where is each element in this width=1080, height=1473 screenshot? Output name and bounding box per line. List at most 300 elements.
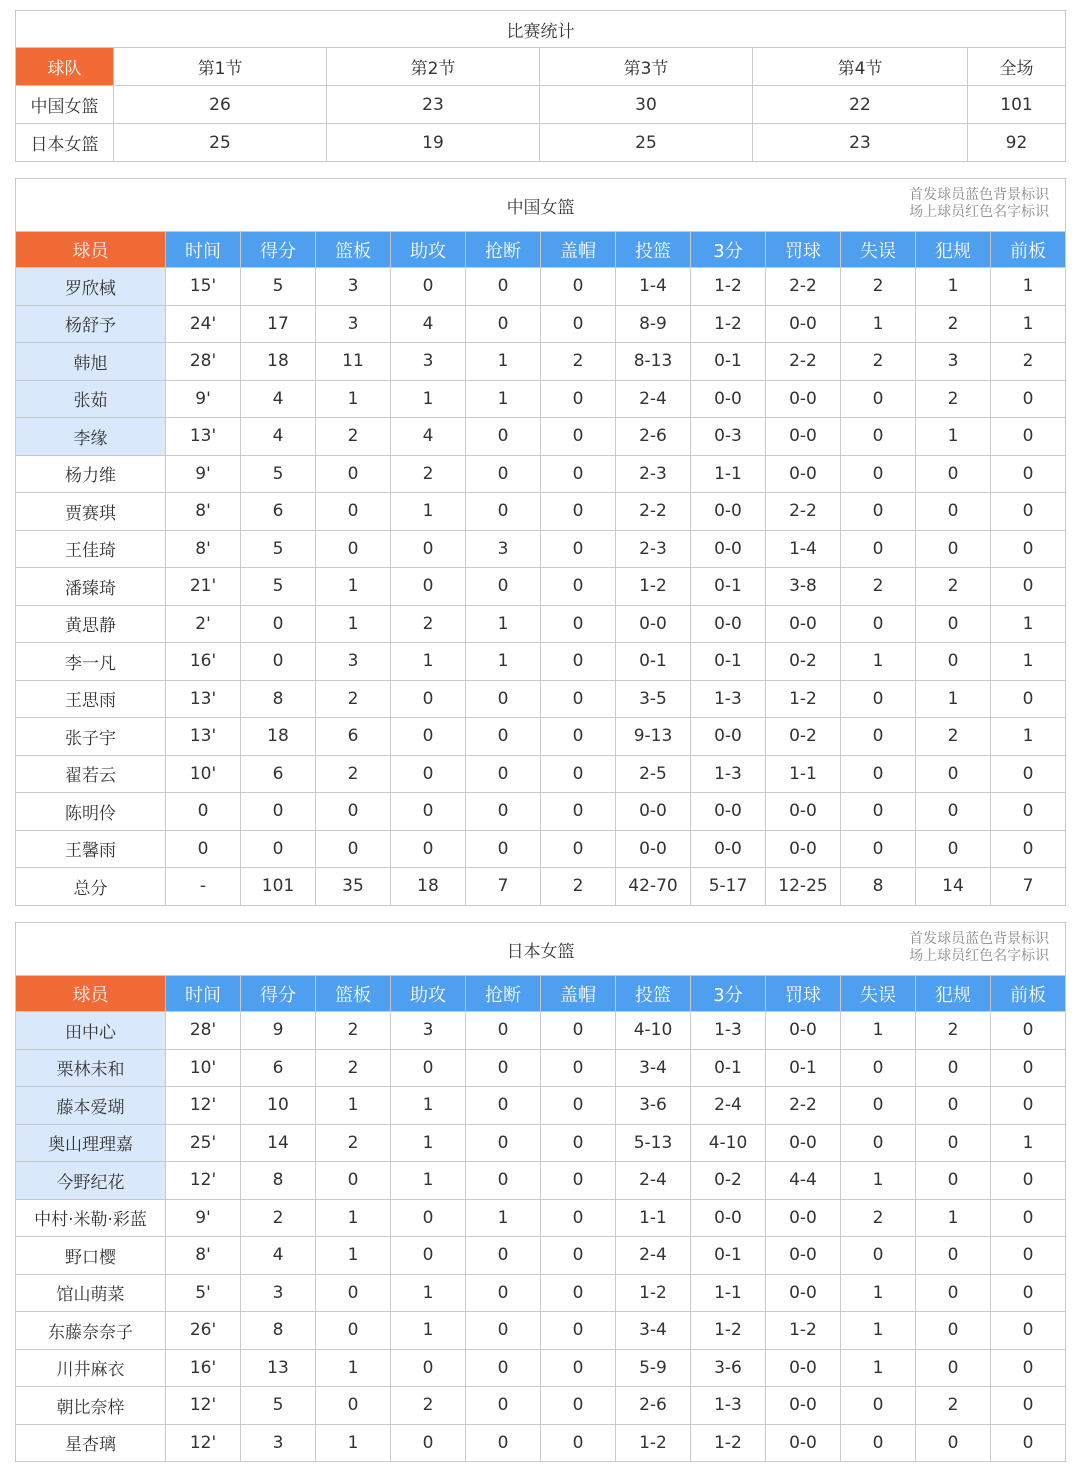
stat-cell: 0 <box>916 1312 991 1350</box>
stat-cell: 3 <box>466 530 541 568</box>
stat-cell: 0 <box>916 605 991 643</box>
stat-cell: 0 <box>241 793 316 831</box>
player-name: 翟若云 <box>16 755 166 793</box>
stat-cell: 3 <box>391 1012 466 1050</box>
stat-cell: 1 <box>391 643 466 681</box>
stat-cell: 13 <box>241 1349 316 1387</box>
team-column-header: 球队 <box>16 48 114 86</box>
stat-cell: 1 <box>991 605 1066 643</box>
stat-cell: 17 <box>241 305 316 343</box>
stat-cell: 0-0 <box>766 1424 841 1462</box>
quarter-header-row <box>16 48 1066 86</box>
stat-column-header: 犯规 <box>916 976 991 1012</box>
stat-cell: 1-2 <box>616 1424 691 1462</box>
quarter-row-japan <box>16 124 1066 162</box>
stat-cell: 2 <box>841 268 916 306</box>
stat-cell: 0-1 <box>691 343 766 381</box>
stat-cell: 12' <box>166 1087 241 1125</box>
stat-cell: 1 <box>316 605 391 643</box>
stat-cell: 2-4 <box>616 1237 691 1275</box>
stat-cell: 1 <box>841 1012 916 1050</box>
stat-cell: 1-1 <box>616 1199 691 1237</box>
q2-header: 第2节 <box>327 48 540 86</box>
player-row <box>16 1237 1066 1275</box>
stat-cell: 2 <box>541 343 616 381</box>
stat-cell: 1 <box>316 1087 391 1125</box>
stats-header-row <box>16 232 1066 268</box>
stat-column-header: 时间 <box>166 976 241 1012</box>
stat-cell: 0 <box>241 605 316 643</box>
player-name: 贾赛琪 <box>16 493 166 531</box>
player-column-header: 球员 <box>16 976 166 1012</box>
player-row <box>16 568 1066 606</box>
stat-cell: 1 <box>466 343 541 381</box>
stat-cell: 0 <box>916 1274 991 1312</box>
player-name: 星杏璃 <box>16 1424 166 1462</box>
stat-column-header: 助攻 <box>391 976 466 1012</box>
stat-cell: 1 <box>316 380 391 418</box>
stat-cell: 0 <box>391 530 466 568</box>
stat-cell: 0 <box>541 1349 616 1387</box>
quarter-table-title: 比赛统计 <box>16 11 1066 48</box>
player-name: 今野纪花 <box>16 1162 166 1200</box>
score-cell: 101 <box>968 86 1066 124</box>
stat-cell: 0-1 <box>691 1049 766 1087</box>
stat-cell: 6 <box>241 1049 316 1087</box>
stat-cell: 1-2 <box>691 268 766 306</box>
stat-cell: 0 <box>991 1237 1066 1275</box>
player-row <box>16 830 1066 868</box>
stat-cell: 0 <box>991 1049 1066 1087</box>
stat-cell: 9' <box>166 1199 241 1237</box>
stat-cell: 2 <box>541 868 616 906</box>
stat-cell: 1 <box>841 1349 916 1387</box>
player-name: 罗欣棫 <box>16 268 166 306</box>
stat-cell: 3-6 <box>691 1349 766 1387</box>
player-row <box>16 1199 1066 1237</box>
stat-cell: 0 <box>841 493 916 531</box>
stat-cell: 0 <box>466 1124 541 1162</box>
stat-cell: 0 <box>991 793 1066 831</box>
stat-cell: 0 <box>466 305 541 343</box>
stat-cell: 0 <box>541 1087 616 1125</box>
stat-cell: 0 <box>841 793 916 831</box>
stat-cell: 0 <box>466 1012 541 1050</box>
stat-cell: 1 <box>916 268 991 306</box>
stat-cell: 12' <box>166 1424 241 1462</box>
stat-cell: 2-3 <box>616 455 691 493</box>
stat-cell: 28' <box>166 343 241 381</box>
stat-cell: 14 <box>916 868 991 906</box>
stat-cell: 0 <box>541 643 616 681</box>
player-name: 中村·米勒·彩蓝 <box>16 1199 166 1237</box>
stat-cell: 1 <box>991 643 1066 681</box>
stat-cell: 0 <box>541 418 616 456</box>
stat-cell: 2 <box>391 1387 466 1425</box>
player-name: 田中心 <box>16 1012 166 1050</box>
stat-cell: 0-0 <box>691 1199 766 1237</box>
stat-cell: 2 <box>316 1049 391 1087</box>
stat-cell: 11 <box>316 343 391 381</box>
stat-cell: 0-0 <box>766 305 841 343</box>
stat-cell: 0 <box>991 1162 1066 1200</box>
stat-cell: 1 <box>316 1424 391 1462</box>
stat-cell: 0 <box>316 1312 391 1350</box>
stat-cell: 1 <box>391 1162 466 1200</box>
stat-cell: 2-2 <box>766 1087 841 1125</box>
stat-cell: 0 <box>541 680 616 718</box>
player-row <box>16 455 1066 493</box>
stat-cell: 1-4 <box>616 268 691 306</box>
stat-cell: 0-0 <box>766 1349 841 1387</box>
stat-cell: 3 <box>316 305 391 343</box>
stat-cell: 3 <box>241 1274 316 1312</box>
stat-cell: 0 <box>991 830 1066 868</box>
stat-cell: 0 <box>541 1237 616 1275</box>
stat-cell: 8 <box>241 1312 316 1350</box>
stat-cell: 1 <box>991 718 1066 756</box>
stat-cell: 8-13 <box>616 343 691 381</box>
stat-cell: 2-4 <box>616 380 691 418</box>
stat-cell: 1-2 <box>766 1312 841 1350</box>
stat-cell: 0 <box>991 1387 1066 1425</box>
stat-cell: 0-1 <box>691 568 766 606</box>
stat-cell: 0 <box>841 830 916 868</box>
stat-cell: 0-0 <box>766 1199 841 1237</box>
stat-cell: 0-0 <box>766 1387 841 1425</box>
player-name: 总分 <box>16 868 166 906</box>
stat-cell: 0 <box>316 1162 391 1200</box>
stat-cell: 0-0 <box>766 1124 841 1162</box>
stat-cell: 0 <box>991 380 1066 418</box>
stat-cell: 18 <box>241 343 316 381</box>
stat-column-header: 盖帽 <box>541 976 616 1012</box>
stat-cell: 0-0 <box>691 718 766 756</box>
stat-cell: 0 <box>991 1312 1066 1350</box>
stat-cell: 1 <box>466 380 541 418</box>
stat-column-header: 失误 <box>841 976 916 1012</box>
stat-cell: 0 <box>916 1349 991 1387</box>
stat-cell: 0 <box>541 1312 616 1350</box>
stat-cell: 0 <box>841 1237 916 1275</box>
stat-cell: 2' <box>166 605 241 643</box>
quarter-row-china <box>16 86 1066 124</box>
stat-cell: 4 <box>241 380 316 418</box>
stat-cell: 0 <box>991 418 1066 456</box>
stat-cell: 16' <box>166 643 241 681</box>
stat-cell: 4-10 <box>616 1012 691 1050</box>
player-row <box>16 1349 1066 1387</box>
stat-cell: 0 <box>916 643 991 681</box>
stat-cell: 1-2 <box>691 1424 766 1462</box>
stat-cell: 1 <box>841 1162 916 1200</box>
stat-cell: 1 <box>466 605 541 643</box>
stat-cell: 0 <box>391 1349 466 1387</box>
stat-column-header: 犯规 <box>916 232 991 268</box>
stat-cell: 0 <box>466 755 541 793</box>
stat-cell: 0-0 <box>766 1237 841 1275</box>
stat-column-header: 投篮 <box>616 976 691 1012</box>
stat-cell: 0-2 <box>766 643 841 681</box>
stat-cell: 0 <box>466 1387 541 1425</box>
stat-cell: 2-2 <box>766 493 841 531</box>
stat-cell: 0-0 <box>691 793 766 831</box>
stat-cell: 1-2 <box>766 680 841 718</box>
stat-column-header: 前板 <box>991 976 1066 1012</box>
stat-cell: 1-2 <box>691 1312 766 1350</box>
team-table-title: 日本女篮 首发球员蓝色背景标识 场上球员红色名字标识 <box>16 923 1066 976</box>
stat-cell: 0-1 <box>616 643 691 681</box>
stat-cell: 0-0 <box>616 830 691 868</box>
stat-cell: 0 <box>541 830 616 868</box>
player-name: 馆山萌菜 <box>16 1274 166 1312</box>
stat-cell: 0 <box>916 1049 991 1087</box>
stat-cell: 0 <box>991 568 1066 606</box>
stat-cell: 2 <box>316 418 391 456</box>
stat-column-header: 盖帽 <box>541 232 616 268</box>
player-row <box>16 305 1066 343</box>
stat-cell: 16' <box>166 1349 241 1387</box>
stat-cell: 0 <box>391 680 466 718</box>
stat-cell: 2 <box>991 343 1066 381</box>
stat-cell: 1 <box>316 1349 391 1387</box>
stat-cell: 0 <box>391 1237 466 1275</box>
stat-cell: 21' <box>166 568 241 606</box>
stat-cell: 2 <box>916 380 991 418</box>
stat-cell: 0-0 <box>691 830 766 868</box>
stat-cell: 7 <box>991 868 1066 906</box>
stat-column-header: 罚球 <box>766 976 841 1012</box>
stat-cell: 0 <box>541 380 616 418</box>
stat-cell: 0 <box>391 268 466 306</box>
player-name: 川井麻衣 <box>16 1349 166 1387</box>
stat-cell: 0 <box>541 1424 616 1462</box>
stat-cell: 26' <box>166 1312 241 1350</box>
player-column-header: 球员 <box>16 232 166 268</box>
stat-column-header: 抢断 <box>466 976 541 1012</box>
player-row <box>16 343 1066 381</box>
player-name: 奥山理理嘉 <box>16 1124 166 1162</box>
stat-cell: 1 <box>916 418 991 456</box>
stat-cell: 4-10 <box>691 1124 766 1162</box>
stat-cell: 0-0 <box>691 380 766 418</box>
stat-cell: 0 <box>541 793 616 831</box>
stat-cell: 2-4 <box>691 1087 766 1125</box>
stat-cell: 0 <box>391 755 466 793</box>
stat-cell: 0-0 <box>766 830 841 868</box>
stat-cell: 0 <box>466 1162 541 1200</box>
stat-cell: 24' <box>166 305 241 343</box>
stat-cell: 0 <box>466 680 541 718</box>
stat-cell: 0 <box>841 680 916 718</box>
stat-cell: 1 <box>916 1199 991 1237</box>
stat-cell: 0-0 <box>766 793 841 831</box>
stat-cell: 0 <box>841 718 916 756</box>
stat-cell: 0 <box>166 830 241 868</box>
stat-cell: 1 <box>841 1274 916 1312</box>
stat-column-header: 篮板 <box>316 232 391 268</box>
stat-cell: 2-5 <box>616 755 691 793</box>
stat-cell: 12' <box>166 1162 241 1200</box>
stat-cell: 0 <box>541 1199 616 1237</box>
stat-cell: 4-4 <box>766 1162 841 1200</box>
stat-cell: 3-4 <box>616 1049 691 1087</box>
legend-note: 首发球员蓝色背景标识 场上球员红色名字标识 <box>909 931 1050 964</box>
stat-cell: 0 <box>466 455 541 493</box>
stat-cell: 6 <box>316 718 391 756</box>
stat-cell: 1 <box>391 1274 466 1312</box>
stat-cell: 0 <box>991 1274 1066 1312</box>
player-name: 栗林未和 <box>16 1049 166 1087</box>
stat-cell: 8 <box>241 680 316 718</box>
stat-cell: 0 <box>916 755 991 793</box>
stat-cell: 0 <box>541 605 616 643</box>
stat-cell: 0 <box>916 830 991 868</box>
player-name: 朝比奈梓 <box>16 1387 166 1425</box>
stat-cell: 0-0 <box>766 380 841 418</box>
score-cell: 22 <box>753 86 968 124</box>
stat-cell: 0 <box>916 1237 991 1275</box>
q1-header: 第1节 <box>114 48 327 86</box>
team-name: 中国女篮 <box>16 86 114 124</box>
stat-cell: 5 <box>241 455 316 493</box>
stat-cell: 3 <box>916 343 991 381</box>
stat-cell: 0 <box>991 680 1066 718</box>
player-row <box>16 530 1066 568</box>
stat-cell: 2 <box>316 680 391 718</box>
player-row <box>16 1124 1066 1162</box>
stat-cell: 4 <box>241 1237 316 1275</box>
stat-column-header: 时间 <box>166 232 241 268</box>
score-cell: 25 <box>540 124 753 162</box>
stat-cell: 5' <box>166 1274 241 1312</box>
score-cell: 23 <box>753 124 968 162</box>
stat-cell: 0 <box>991 1012 1066 1050</box>
player-row <box>16 1387 1066 1425</box>
player-name: 王馨雨 <box>16 830 166 868</box>
stat-column-header: 得分 <box>241 976 316 1012</box>
stat-cell: 8' <box>166 493 241 531</box>
stat-cell: 1-3 <box>691 680 766 718</box>
stat-cell: 0-1 <box>766 1049 841 1087</box>
stat-cell: 7 <box>466 868 541 906</box>
stat-cell: 3 <box>316 268 391 306</box>
player-row <box>16 718 1066 756</box>
stat-cell: 2-2 <box>616 493 691 531</box>
player-row <box>16 1087 1066 1125</box>
stat-cell: 1 <box>466 1199 541 1237</box>
player-name: 张茹 <box>16 380 166 418</box>
stat-cell: 1 <box>991 268 1066 306</box>
stat-column-header: 3分 <box>691 976 766 1012</box>
stat-cell: 8 <box>841 868 916 906</box>
stat-cell: 3-6 <box>616 1087 691 1125</box>
japan-player-stats-table <box>15 922 1066 1462</box>
stat-cell: 8 <box>241 1162 316 1200</box>
stat-cell: 0 <box>841 1087 916 1125</box>
stat-cell: 1-3 <box>691 1387 766 1425</box>
stat-cell: 0 <box>166 793 241 831</box>
stat-cell: 1 <box>391 493 466 531</box>
player-row <box>16 755 1066 793</box>
stat-cell: 3 <box>391 343 466 381</box>
stat-cell: 0-0 <box>766 1274 841 1312</box>
stat-cell: 0 <box>991 530 1066 568</box>
stat-cell: 0 <box>841 1424 916 1462</box>
stat-cell: 1-4 <box>766 530 841 568</box>
stat-cell: 0 <box>241 643 316 681</box>
stat-cell: 0 <box>316 530 391 568</box>
stat-cell: 9' <box>166 380 241 418</box>
stat-cell: 1 <box>991 1124 1066 1162</box>
stat-cell: 0 <box>316 793 391 831</box>
stat-column-header: 得分 <box>241 232 316 268</box>
stats-header-row <box>16 976 1066 1012</box>
stat-cell: 18 <box>391 868 466 906</box>
stat-cell: 2 <box>841 1199 916 1237</box>
player-name: 李缘 <box>16 418 166 456</box>
stat-cell: 0-1 <box>691 1237 766 1275</box>
player-row <box>16 680 1066 718</box>
stat-cell: 2-6 <box>616 418 691 456</box>
stat-cell: 0 <box>466 1237 541 1275</box>
stat-cell: 8-9 <box>616 305 691 343</box>
stat-column-header: 投篮 <box>616 232 691 268</box>
stat-cell: 18 <box>241 718 316 756</box>
stat-cell: 0 <box>391 718 466 756</box>
stat-cell: 0 <box>916 1424 991 1462</box>
stat-cell: 0 <box>316 830 391 868</box>
stat-cell: 0 <box>541 1274 616 1312</box>
stat-cell: 0 <box>841 1387 916 1425</box>
stat-cell: 8' <box>166 1237 241 1275</box>
player-name: 黄思静 <box>16 605 166 643</box>
stat-cell: 0-0 <box>691 530 766 568</box>
stat-cell: 1-2 <box>616 1274 691 1312</box>
stat-cell: 1 <box>391 1087 466 1125</box>
stat-cell: 0 <box>316 493 391 531</box>
player-name: 潘臻琦 <box>16 568 166 606</box>
player-name: 陈明伶 <box>16 793 166 831</box>
stat-cell: 1-2 <box>691 305 766 343</box>
stat-cell: 42-70 <box>616 868 691 906</box>
stat-cell: 2 <box>316 1012 391 1050</box>
stat-cell: 3-4 <box>616 1312 691 1350</box>
stat-column-header: 篮板 <box>316 976 391 1012</box>
stat-cell: 2 <box>916 1012 991 1050</box>
stat-cell: 0 <box>466 568 541 606</box>
stat-cell: 25' <box>166 1124 241 1162</box>
stat-cell: 4 <box>391 418 466 456</box>
stat-cell: 2 <box>316 755 391 793</box>
stat-cell: 14 <box>241 1124 316 1162</box>
stat-cell: 1 <box>841 1312 916 1350</box>
q3-header: 第3节 <box>540 48 753 86</box>
stat-cell: 0 <box>541 305 616 343</box>
stat-cell: 2 <box>316 1124 391 1162</box>
stat-cell: 5 <box>241 1387 316 1425</box>
team-table-title: 中国女篮 首发球员蓝色背景标识 场上球员红色名字标识 <box>16 179 1066 232</box>
stat-cell: 0 <box>916 493 991 531</box>
player-name: 王佳琦 <box>16 530 166 568</box>
stat-cell: 13' <box>166 418 241 456</box>
stat-cell: 28' <box>166 1012 241 1050</box>
player-name: 野口樱 <box>16 1237 166 1275</box>
stat-cell: 2 <box>916 568 991 606</box>
stat-cell: 4 <box>391 305 466 343</box>
stat-cell: 1 <box>991 305 1066 343</box>
stat-cell: 6 <box>241 755 316 793</box>
